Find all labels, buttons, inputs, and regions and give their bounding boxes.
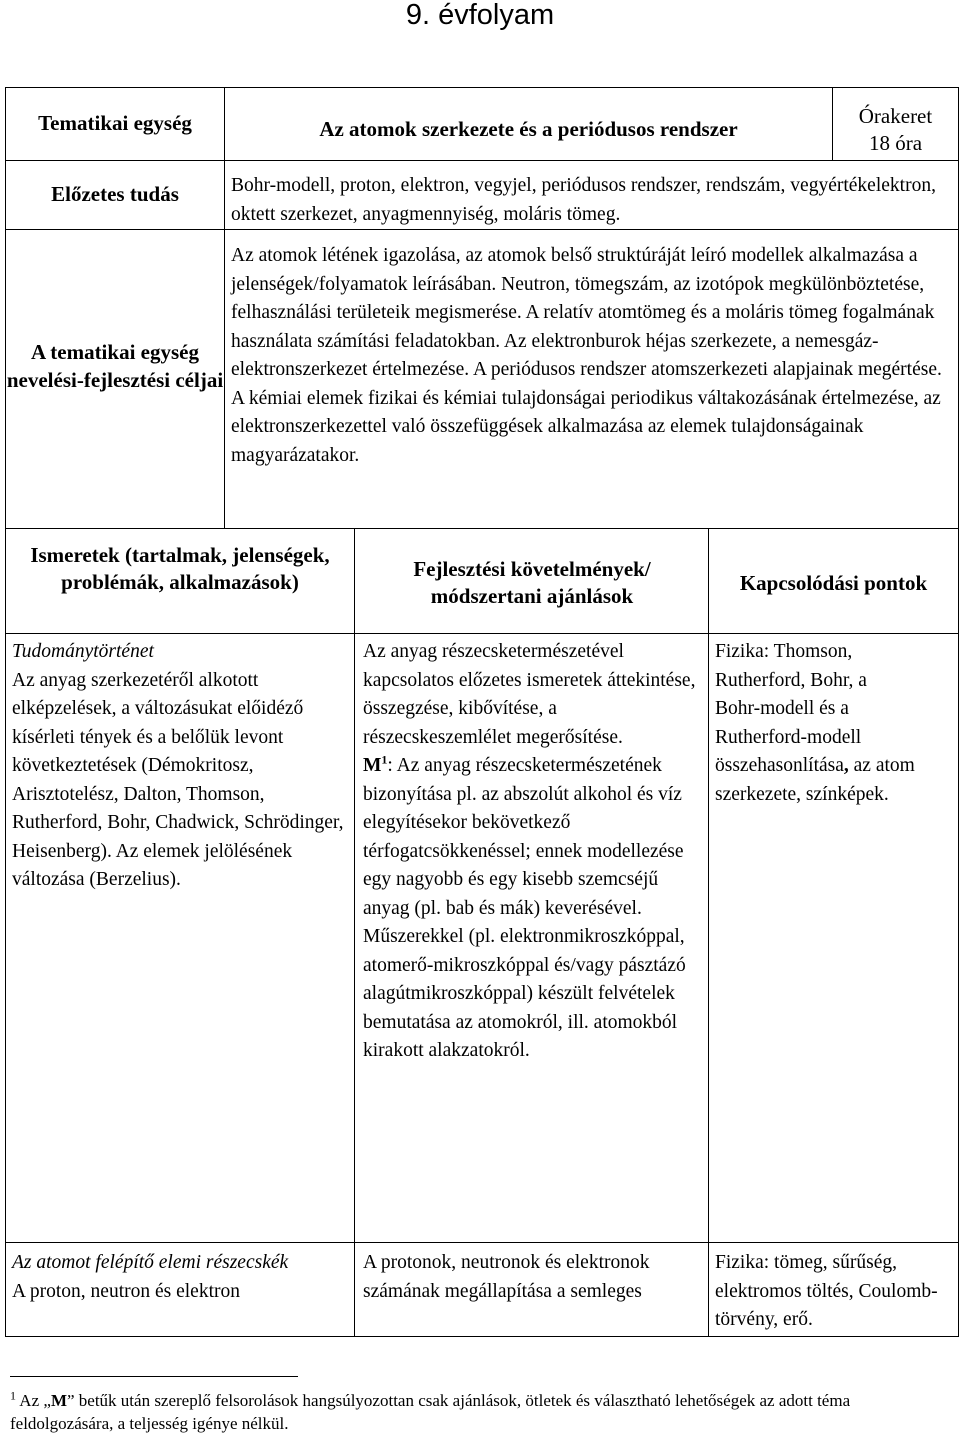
goals-content: Az atomok létének igazolása, az atomok belső struktúráját leíró modellek alkalmazása a jelenségek/folyamatok leírásában. Neutron, tömegszám, az izotópok megkülönböztetése, felhasználási területeik megismerése. A relatív atomtömeg és a moláris tömeg fogalmának használata számítási feladatokban. Az elektronburok héjas szerkezete, a nemesgáz-elektronszerkezet értelmezése. A periódusos rendszer atomszerkezeti alapjainak megértése. A kémiai elemek fizikai és kémiai tulajdonságai periodikus váltakozásának értelmezése, az elektronszerkezettel való összefüggések alkalmazása az elemek tulajdonságainak magyarázatakor. [231,245,942,466]
table-border-left [5,87,6,1337]
development-cell-2 [363,1249,663,1306]
label-text: Tematikai egység [38,111,192,135]
table-border-right [958,87,959,1337]
knowledge-text: A proton, neutron és elektron [12,1280,240,1302]
knowledge-cell-1 [12,638,352,895]
links-text: Fizika: tömeg, sűrűség, elektromos töltés, Coulomb-törvény, erő. [715,1252,938,1330]
hours-value: 18 óra [868,131,923,155]
footnote-text-continued: ” betűk után szereplő felsorolások hangsúlyozottan csak ajánlások, ötletek és választható lehetőségek az adott téma feldolgozására, a teljesség igénye nélkül. [10,1391,851,1433]
column-divider [224,87,225,529]
footnote-marker: 1 [10,1388,16,1403]
label-elozetes-tudas [6,181,224,208]
column-divider [708,528,709,1337]
footnote-text: Az „ [16,1391,51,1410]
row-divider [5,229,959,230]
header-ismeretek [8,542,352,596]
label-text: A tematikai egység nevelési-fejlesztési céljai [6,340,224,392]
column-divider [354,528,355,1337]
links-cell-2 [715,1249,958,1335]
unit-title [225,116,832,143]
links-text: Fizika: Thomson, Rutherford, Bohr, a Bohr-modell és a Rutherford-modell összehasonlítása [715,641,867,776]
row-divider [5,528,959,529]
row-divider [5,160,959,161]
label-tematikai-egyseg [6,110,224,137]
footnote-ref: 1 [381,752,388,767]
development-text: A protonok, neutronok és elektronok számának megállapítása a semleges [363,1252,650,1302]
footnote [10,1389,955,1435]
m-text: : Az anyag részecsketermészetének bizonyítása pl. az abszolút alkohol és víz elegyítésekor bekövetkező térfogatcsökkenéssel; ennek modellezése egy nagyobb és egy kisebb szemcséjű anyag (pl. bab és mák) keverésével. Műszerekkel (pl. elektronmikroszkóppal, atomerő-mikroszkóppal és/vagy pásztázó alagútmikroszkóppal) készült felvételek bemutatása az atomokról, ill. atomokból kirakott alakzatokról. [363,755,686,1061]
page-heading: 9. évfolyam [405,0,555,31]
footnote-separator [10,1376,298,1377]
development-text: Az anyag részecsketermészetével kapcsolatos előzetes ismeretek áttekintése, összegzése, kibővítése, a részecskeszemlélet megerősítése. [363,641,696,748]
table-border-bottom [5,1336,959,1337]
hours-label: Órakeret [858,104,933,128]
table-border-top [5,87,959,88]
header-text: Ismeretek (tartalmak, jelenségek, problémák, alkalmazások) [30,543,330,594]
m-label: M [363,755,382,776]
links-text-continued: az atom szerkezete, színképek. [715,755,915,805]
links-comma: , [843,755,849,776]
unit-title-text: Az atomok szerkezete és a periódusos rendszer [319,117,738,141]
header-kapcsolodasi [709,570,958,597]
footnote-bold-m: M [50,1391,67,1410]
header-text: Kapcsolódási pontok [739,571,928,595]
prior-knowledge-text [231,172,953,229]
label-celok [6,338,224,394]
label-text: Előzetes tudás [51,182,179,206]
header-text: Fejlesztési követelmények/ módszertani ajánlások [413,557,651,608]
section-heading: Az atomot felépítő elemi részecskék [12,1252,289,1273]
hours-box [833,103,958,157]
header-fejlesztesi [372,556,692,610]
development-cell-1 [363,638,701,1066]
goals-text [231,242,953,470]
links-cell-1 [715,638,915,809]
section-heading: Tudománytörténet [12,641,154,662]
knowledge-cell-2 [12,1249,352,1306]
row-divider [5,1242,959,1243]
knowledge-text: Az anyag szerkezetéről alkotott elképzelések, a változásukat előidéző kísérleti tények és a belőlük levont következtetések (Démokritosz, Arisztotelész, Dalton, Thomson, Rutherford, Bohr, Chadwick, Schrödinger, Heisenberg). Az elemek jelölésének változása (Berzelius). [12,669,344,890]
prior-knowledge-content: Bohr-modell, proton, elektron, vegyjel, periódusos rendszer, rendszám, vegyértékelektron, oktett szerkezet, anyagmennyiség, moláris tömeg. [231,175,936,225]
row-divider [5,633,959,634]
